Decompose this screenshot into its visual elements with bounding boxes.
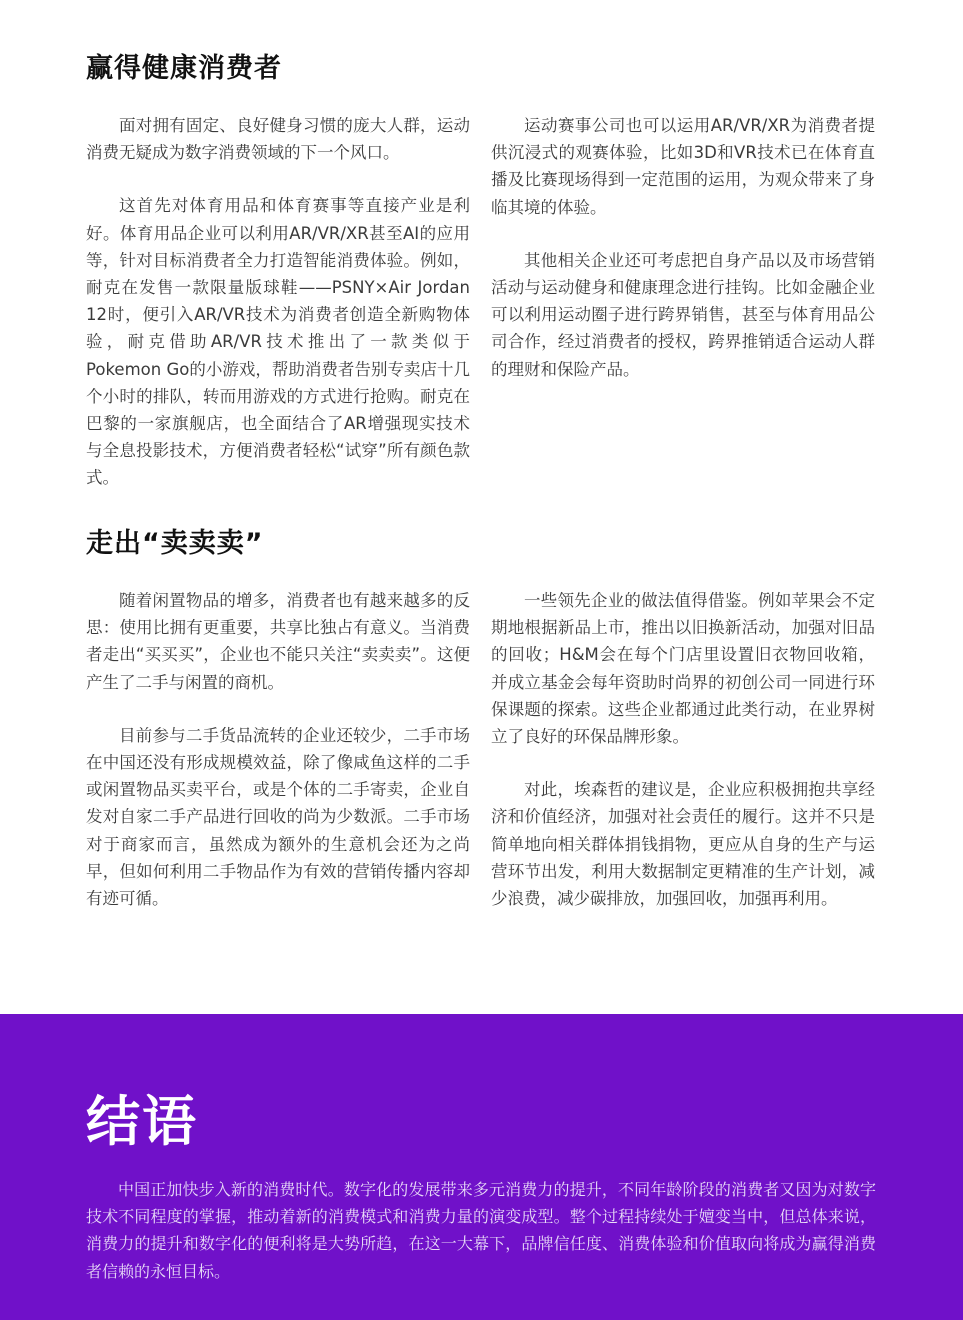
section2-right-column <box>491 587 875 912</box>
section1-left-column <box>86 112 470 492</box>
paragraph: 面对拥有固定、良好健身习惯的庞大人群，运动消费无疑成为数字消费领域的下一个风口。 <box>86 116 470 163</box>
paragraph: 对此，埃森哲的建议是，企业应积极拥抱共享经济和价值经济，加强对社会责任的履行。这并不只是简单地向相关群体捐钱捐物，更应从自身的生产与运营环节出发，利用大数据制定更精准的生产计划，减少浪费，减少碳排放，加强回收，加强再利用。 <box>491 780 875 909</box>
paragraph: 一些领先企业的做法值得借鉴。例如苹果会不定期地根据新品上市，推出以旧换新活动，加强对旧品的回收；H&M会在每个门店里设置旧衣物回收箱，并成立基金会每年资助时尚界的初创公司一同进行环保课题的探索。这些企业都通过此类行动，在业界树立了良好的环保品牌形象。 <box>491 591 875 747</box>
section-heading-beyond-selling: 走出“卖卖卖” <box>86 528 264 559</box>
conclusion-text: 中国正加快步入新的消费时代。数字化的发展带来多元消费力的提升，不同年龄阶段的消费者又因为对数字技术不同程度的掌握，推动着新的消费模式和消费力量的演变成型。整个过程持续处于嬗变当中，但总体来说，消费力的提升和数字化的便利将是大势所趋，在这一大幕下，品牌信任度、消费体验和价值取向将成为赢得消费者信赖的永恒目标。 <box>86 1180 876 1281</box>
section-heading-healthy-consumers: 赢得健康消费者 <box>86 53 282 84</box>
paragraph: 这首先对体育用品和体育赛事等直接产业是利好。体育用品企业可以利用AR/VR/XR甚至AI的应用等，针对目标消费者全力打造智能消费体验。例如，耐克在发售一款限量版球鞋——PSNY×Air Jordan 12时，便引入AR/VR技术为消费者创造全新购物体验，耐克借助AR/VR技术推出了一款类似于Pokemon Go的小游戏，帮助消费者告别专卖店十几个小时的排队，转而用游戏的方式进行抢购。耐克在巴黎的一家旗舰店，也全面结合了AR增强现实技术与全息投影技术，方便消费者轻松“试穿”所有颜色款式。 <box>86 196 470 488</box>
paragraph: 运动赛事公司也可以运用AR/VR/XR为消费者提供沉浸式的观赛体验，比如3D和VR技术已在体育直播及比赛现场得到一定范围的运用，为观众带来了身临其境的体验。 <box>491 116 875 217</box>
section2-left-column <box>86 587 470 912</box>
section1-right-column <box>491 112 875 383</box>
conclusion-title: 结语 <box>86 1090 198 1153</box>
paragraph: 其他相关企业还可考虑把自身产品以及市场营销活动与运动健身和健康理念进行挂钩。比如金融企业可以利用运动圈子进行跨界销售，甚至与体育用品公司合作，经过消费者的授权，跨界推销适合运动人群的理财和保险产品。 <box>491 250 875 379</box>
paragraph: 目前参与二手货品流转的企业还较少，二手市场在中国还没有形成规模效益，除了像咸鱼这样的二手或闲置物品买卖平台，或是个体的二手寄卖，企业自发对自家二手产品进行回收的尚为少数派。二手市场对于商家而言，虽然成为额外的生意机会还为之尚早，但如何利用二手物品作为有效的营销传播内容却有迹可循。 <box>86 725 470 909</box>
paragraph: 随着闲置物品的增多，消费者也有越来越多的反思：使用比拥有更重要，共享比独占有意义。当消费者走出“买买买”，企业也不能只关注“卖卖卖”。这便产生了二手与闲置的商机。 <box>86 591 470 692</box>
